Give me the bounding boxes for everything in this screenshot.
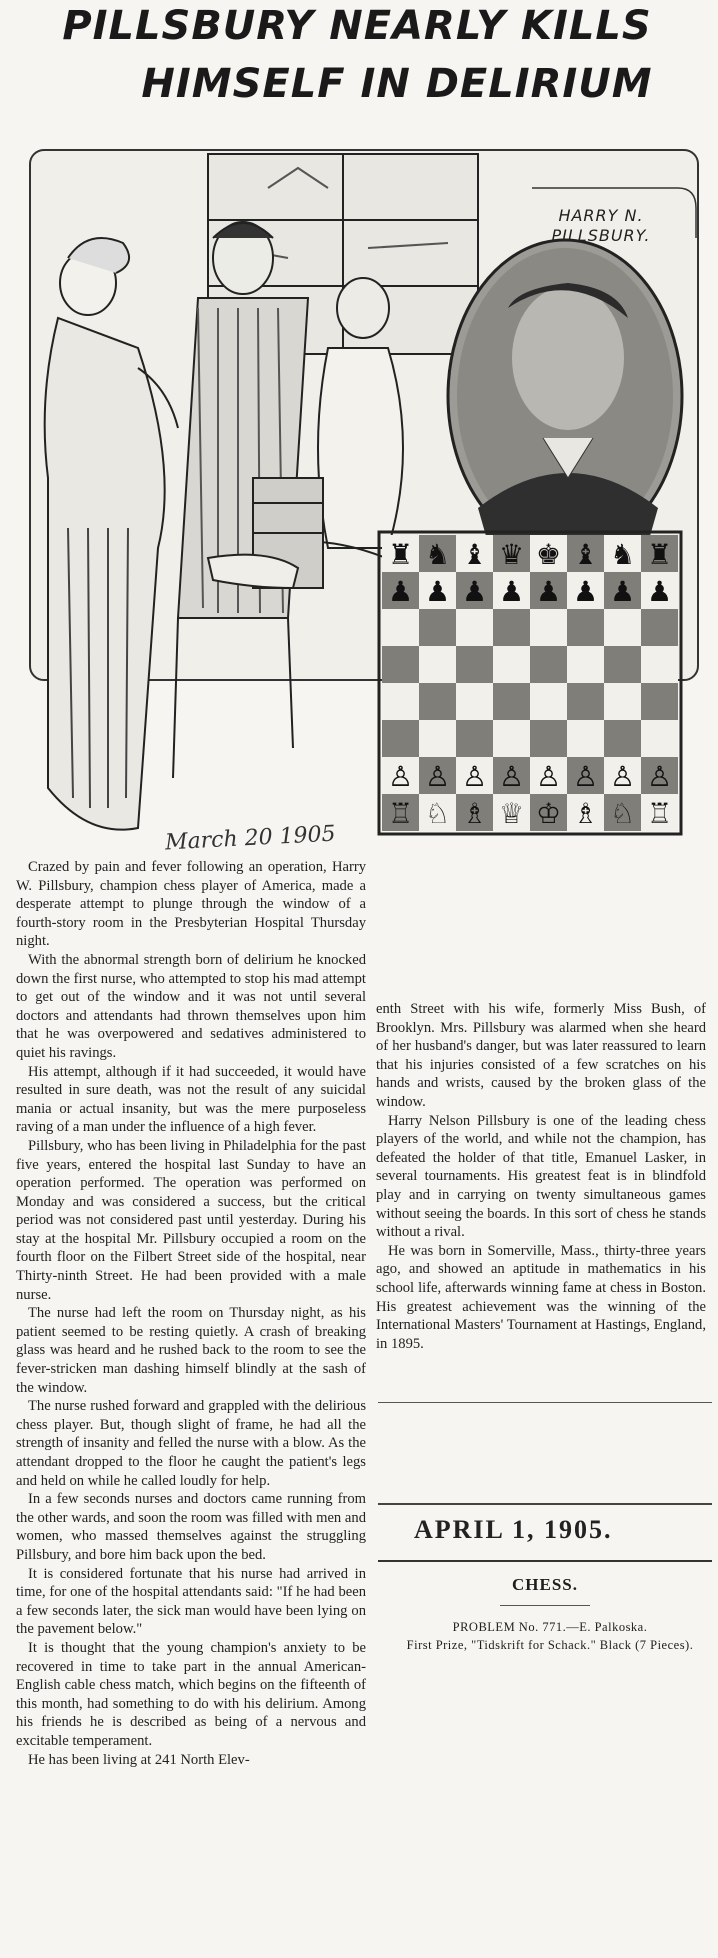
handwritten-date: March 20 1905 (164, 821, 337, 856)
chess-square (419, 720, 456, 757)
chess-square (382, 683, 419, 720)
chess-piece: ♟ (424, 574, 451, 608)
article-paragraph: It is thought that the young champion's anxiety to be recovered in time to take part in the annual American-English cable chess match, which begins on the fifteenth of this month, had something to do with his delirium. Among his friends he is described as being of a nervous and excitable temperament. (16, 1639, 366, 1749)
portrait-face (512, 286, 624, 430)
chess-piece: ♘ (424, 796, 451, 830)
chess-square (456, 646, 493, 683)
chess-square (456, 609, 493, 646)
chess-piece: ♟ (609, 574, 636, 608)
chess-piece: ♖ (646, 796, 673, 830)
headline-line-2: HIMSELF IN DELIRIUM (141, 61, 653, 107)
chess-square (419, 683, 456, 720)
chess-square (419, 609, 456, 646)
chess-square (493, 609, 530, 646)
article-paragraph: Harry Nelson Pillsbury is one of the leading chess players of the world, and while not the champion, has defeated the holder of that title, Emanuel Lasker, in several tournaments. His greatest feat is in blindfold play and in carrying on twenty simultaneous games without seeing the boards. In this sort of chess he stands without a rival. (376, 1112, 706, 1241)
chess-square (567, 609, 604, 646)
article-paragraph: He was born in Somerville, Mass., thirty-three years ago, and showed an aptitude in mathematics in his school life, afterwards winning fame at chess in Boston. His greatest achievement was the winning of the International Masters' Tournament at Hastings, England, in 1895. (376, 1242, 706, 1352)
portrait-caption-line-1: HARRY N. (558, 206, 644, 225)
chess-square (567, 683, 604, 720)
chess-piece: ♙ (609, 759, 636, 793)
article-paragraph: It is considered fortunate that his nurse had arrived in time, for one of the hospital attendants said: "If he had been a few seconds later, the sick man would have been lying on the pavement below." (16, 1565, 366, 1638)
chess-piece: ♙ (535, 759, 562, 793)
article-paragraph: enth Street with his wife, formerly Miss Bush, of Brooklyn. Mrs. Pillsbury was alarmed when she heard of her husband's danger, but was later reassured to learn that his injuries consisted of a few scratches on his hands and wrists, caused by the broken glass of the window. (376, 1001, 706, 1110)
chess-square (604, 683, 641, 720)
chess-piece: ♝ (461, 537, 488, 571)
chess-piece: ♕ (498, 796, 525, 830)
chess-square (382, 720, 419, 757)
chess-square (567, 720, 604, 757)
chess-square (604, 646, 641, 683)
chess-square (382, 646, 419, 683)
chess-piece: ♙ (461, 759, 488, 793)
chess-square (493, 646, 530, 683)
chess-square (493, 683, 530, 720)
article-paragraph: The nurse rushed forward and grappled with the delirious chess player. But, though slight of frame, he had all the strength of insanity and felled the nurse with a blow. As the attendant dropped to the floor he caught the patient's legs and held on while he called loudly for help. (16, 1398, 366, 1489)
chess-square (530, 720, 567, 757)
article-paragraph: He has been living at 241 North Elev- (28, 1751, 250, 1768)
chess-piece: ♙ (572, 759, 599, 793)
chess-piece: ♖ (387, 796, 414, 830)
chess-piece: ♝ (572, 537, 599, 571)
chess-section-title: CHESS. (512, 1575, 578, 1594)
chess-piece: ♜ (646, 537, 673, 571)
chess-piece: ♞ (424, 537, 451, 571)
article-paragraph: Crazed by pain and fever following an operation, Harry W. Pillsbury, champion chess player of America, made a desperate attempt to plunge through the window of a fourth-story room in the Presbyterian Hospital Thursday night. (16, 859, 366, 950)
article-paragraph: His attempt, although if it had succeeded, it would have resulted in sure death, was not the result of any suicidal mania or actual insanity, but was the mere purposeless raving of a man under the influence of a high fever. (16, 1063, 366, 1136)
chess-square (530, 646, 567, 683)
chess-piece: ♗ (461, 796, 488, 830)
chess-piece: ♛ (498, 537, 525, 571)
chess-square (641, 683, 678, 720)
date-rule (378, 1560, 712, 1562)
chess-piece: ♟ (461, 574, 488, 608)
chess-piece: ♞ (609, 537, 636, 571)
chess-piece: ♟ (646, 574, 673, 608)
article-paragraph: With the abnormal strength born of delirium he knocked down the first nurse, who attempted to stop his mad attempt to get out of the window and it was not until several doctors and attendants had thrown themselves upon him that he was overpowered and sedatives administered to quiet his ravings. (16, 951, 366, 1061)
chess-square (456, 683, 493, 720)
chess-problem-heading: PROBLEM No. 771.—E. Palkoska. (452, 1620, 648, 1634)
chess-square (382, 609, 419, 646)
chess-square (456, 720, 493, 757)
chess-square (530, 683, 567, 720)
chess-square (641, 646, 678, 683)
chess-square (419, 646, 456, 683)
chess-piece: ♙ (646, 759, 673, 793)
chess-piece: ♟ (498, 574, 525, 608)
article-paragraph: Pillsbury, who has been living in Philadelphia for the past five years, entered the hospital last Sunday to have an operation performed. The operation was performed on Monday and was considered a success, but the critical period was not considered past until yesterday. During his stay at the hospital Mr. Pillsbury occupied a room on the fourth floor on the Filbert Street side of the hospital, near Thirty-ninth Street. He had been provided with a male nurse. (16, 1137, 366, 1303)
chess-piece: ♘ (609, 796, 636, 830)
chess-piece: ♙ (498, 759, 525, 793)
second-clipping-date: APRIL 1, 1905. (414, 1515, 613, 1544)
chess-square (641, 720, 678, 757)
chess-square (493, 720, 530, 757)
chess-piece: ♚ (535, 537, 562, 571)
portrait-caption-line-2: PILLSBURY. (551, 226, 651, 245)
chess-piece: ♟ (387, 574, 414, 608)
chess-piece: ♟ (572, 574, 599, 608)
portrait-caption (536, 206, 666, 246)
chess-board (379, 532, 681, 834)
chess-piece: ♜ (387, 537, 414, 571)
chess-problem-subheading: First Prize, "Tidskrift for Schack." Black (7 Pieces). (406, 1638, 694, 1652)
article-paragraph: The nurse had left the room on Thursday night, as his patient seemed to be resting quietly. A crash of breaking glass was heard and he rushed back to the room to see the fever-stricken man dashing himself blindly at the sash of the window. (16, 1305, 366, 1396)
chess-piece: ♗ (572, 796, 599, 830)
chess-square (530, 609, 567, 646)
illustration (28, 148, 702, 848)
chess-square (641, 609, 678, 646)
chess-piece: ♔ (535, 796, 562, 830)
chess-square (604, 720, 641, 757)
article-paragraph: In a few seconds nurses and doctors came running from the other wards, and soon the room was filled with men and women, who massed themselves against the struggling Pillsbury, and bore him back upon the bed. (16, 1491, 366, 1563)
chess-piece: ♟ (535, 574, 562, 608)
column-end-rule (378, 1402, 712, 1403)
chess-square (604, 609, 641, 646)
chess-piece: ♙ (424, 759, 451, 793)
chess-piece: ♙ (387, 759, 414, 793)
headline-line-1: PILLSBURY NEARLY KILLS (62, 3, 652, 49)
article-column-right (376, 1000, 706, 1353)
title-rule (500, 1605, 590, 1606)
article-column-left (16, 858, 366, 1769)
chess-square (567, 646, 604, 683)
